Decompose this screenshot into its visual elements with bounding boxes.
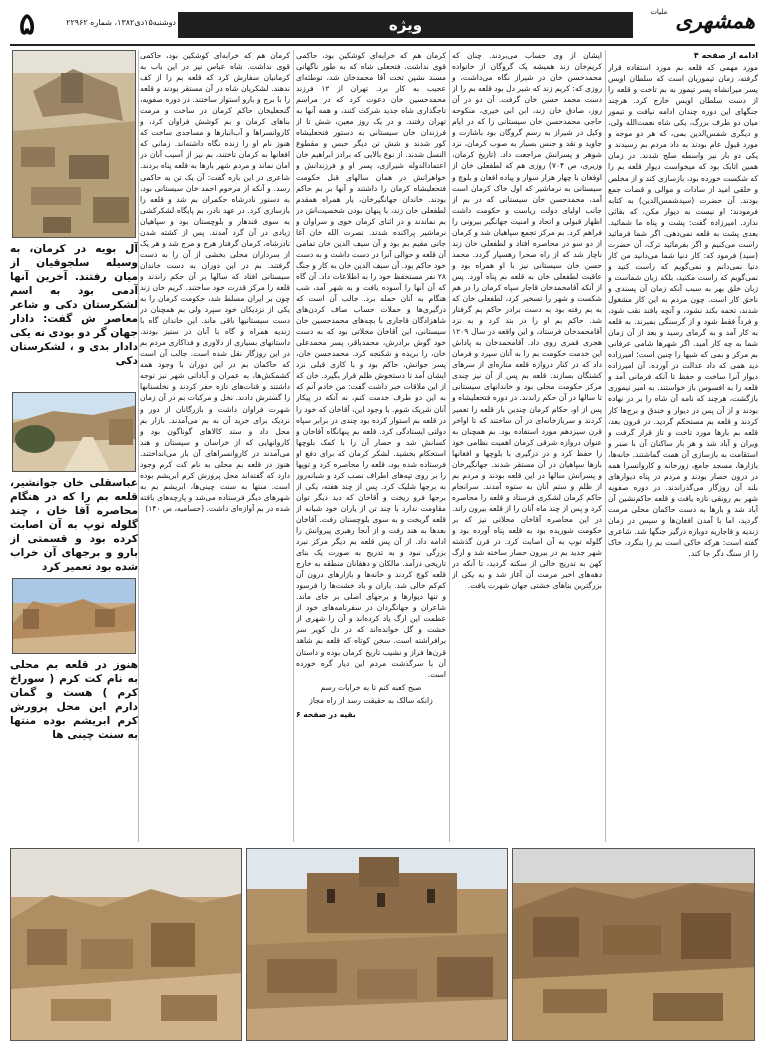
photo-caption-2: عباسقلی خان جوانشیر، قلعه بم را که در هنگام محاصره آقا خان ، چند گلوله توپ به آن اصابت کرده بود و قسمتی از بارو و برجهای آن خراب شده بود تعمیر کرد (10, 477, 138, 572)
column-text: مورد مهمی که قلعه بم مورد استفاده قرار گرفته، زمان تیموریان است که سلطان اویس پسر میرانشاه پسر تیمور به بم تاخت و قلعه را از دست سلطان اویس خارج کرد. هرچند جنگهای این دوره چندان ادامه نیافت و تیمور میان دو طرف بزرگ، یکی شاه نعمت‌الله ولی، و دیگری شمس‌الدین بمی، که هر دو موجه و مورد قبول عام بودند به داد مردم بم رسیدند و یکی دو بار نیز واسطه صلح شدند. در زمان همین اتابک بود که میخواست دیوار قلعه بم را که شکست خورده بود، بازسازی کند و از مخلص و خلقی امید از سادات و موالی و قضات جمع بودند. آن حضرت (سیدشمس‌الدین) به کتابه فرمودند: او نیست به دیوار مکن، که بقائی ندارد. امیرزاده گفت: پشت و پناه ما شمائید. بعدی پشت به قلعه نمی‌دهی. اگر شما فرمائید راست می‌کنیم و اگر بفرمائید ترک، آن حضرت (سید) فرمود که: کار دنیا شما می‌دانید من کار دنیا نمی‌دانم و نمی‌گویم که راست کنید و نمی‌گویم که راست مکنید، بلکه زبان شماست و زبان خلق بهر به سبب آنکه زمان آن پسندی و ناحق کار است. چون مردم به این کار مشغول شدند، تخمه بکند نشود، و آنچه بافند نقب شود، و فرداً فقط شود و از گرسنگی بمیرند. به قلعه به کار آمد و به گرمای رسید و بعد از آن زمان شما به چه کار آمید. اگر شهرها شامی عرفانی بم مرکز و بمی که شبها را چنین است؛ امیرزاده دید همی که داد عدالت در آورده. آن امیرزاده دیوار آنرا ساخت و حفظ تا آنکه فرمانی آمد و قلعه را به افسوس باز خواستند. به امیر تیموری بازگشت، هرچند که نامه آن شاه را بر در نهاده بودند و از آن پس در دیوار و خندق و برج‌ها کار کردند و قلعه بم مستحکم گردید. در قرون بعد، قلعه بم بارها مورد تاخت و تاز قرار گرفت و ویران و آباد شد و هر بار ساکنان آن با صبر و استقامت به بازسازی آن همت گماشتند. خانه‌ها، بازارها، مسجد جامع، زورخانه و کاروانسرا همه در درون حصار بودند و مردم در پناه دیوارهای بلند آن روزگار می‌گذراندند. در دوره صفویه شهر بم رونقی تازه یافت و قلعه حاکم‌نشین آن آباد شد و بارها به دست حاکمان محلی مرمت گردید، اما با آمدن افغان‌ها و سپس در زمان زندیه و قاجاریه دوباره درگیر جنگها شد. شاعری گفته است: هرکه خاکی است بم را بنگرد، خاک را از سنگ دگر جا کند. (608, 63, 758, 559)
page-number: ۵ (18, 7, 36, 42)
article-column-4 (140, 50, 290, 842)
citadel-photo-2 (12, 392, 136, 472)
continued-from: ادامه از صفحه ۴ (693, 51, 758, 60)
page-header (10, 8, 755, 44)
issue-info: دوشنبه۱۵دی۱۳۸۲، شماره ۲۲۹۶۲ (66, 18, 176, 27)
citadel-photo-3 (12, 578, 136, 654)
article-column-1 (608, 50, 758, 842)
masthead-sub: ملیات (650, 8, 668, 16)
masthead (635, 8, 755, 44)
masthead-name: همشهری (675, 8, 755, 33)
article-column-2 (452, 50, 602, 842)
column-text: ایشان از وی حساب می‌بردند. چنان که کریم‌خان زند همیشه یک گروگان از خانواده محمدحسن خان در شیراز نگاه می‌داشت، و روزی که: کریم زند که شیر دل بود قلعه بم را از دست محمد حسن خان گرفت. آن دو در آن روز، صادق خان زند، ابن ابی خیری، منکوحه حاجی محمدحسن خان سیستانی را که در ایام وکیل در شیراز به رسم گروگان بود باشارت و جاوید و نقد و جنس بسیار به صوب کرمان، نزد شوهر و پسرانش مراجعت داد. (تاریخ کرمان، وزیری، ص ۷۰۴) روزی هم که لطفعلی خان از اوفغان با چهار هزار سوار و پیاده افغان و بلوچ و سیستانی به نرماشیر که اول خاک کرمان است آمد، محمدحسن خان سیستانی که در بم از جانب اولیای دولت ریاست و حکومت داشت اظهار قبولی و اتحاد و امنیت جهانگیر بیرونی را فراهم کرد. بم مرکز تجمع سپاهیان شد و کرمان از دو سو در محاصره افتاد و لطفعلی خان زند ناچار شد که از راه صحرا رهسپار گردد. محمد حسن خان سیستانی نیز با او همراه بود و عاقبت لطفعلی خان به قلعه بم پناه آورد. پس از آنکه آقامحمدخان قاجار سپاه کرمان را در هم شکست و شهر را تسخیر کرد، لطفعلی خان که به بم رفته بود به دست برادر حاکم بم گرفتار شد. حاکم بم او را در بند کرد و به نزد آقامحمدخان فرستاد، و این واقعه در سال ۱۲۰۹ هجری قمری روی داد. آقامحمدخان به پاداش این خدمت حکومت بم را به آنان سپرد و فرمان داد که در کنار دروازه قلعه مناره‌ای از سرهای کشتگان بسازند. قلعه بم پس از آن نیز چندی مرکز حکومت محلی بود و خاندانهای سیستانی تا سالها در آن حکم راندند. در دوره فتحعلیشاه و پس از او، حکام کرمان چندین بار قلعه را تعمیر کردند و سربازخانه‌ای در آن ساختند که تا اواخر قرن سیزدهم مورد استفاده بود. بم همچنان به عنوان دروازه شرقی کرمان اهمیت نظامی خود را حفظ کرد و در درگیری با بلوچها و افغانها بارها سپاهیان در آن مستقر شدند. جهانگیرخان و پسرانش سالها در این قلعه بودند و مردم بم از ظلم و ستم آنان به ستوه آمدند. سرانجام حاکم کرمان لشکری فرستاد و قلعه را محاصره کرد و پس از چند ماه آنان را از قلعه بیرون راند. در این محاصره آقاخان محلاتی نیز که بر حکومت شوریده بود به قلعه پناه آورده بود و گلوله توپ به آن اصابت کرد. در قرن گذشته شهر جدید بم در بیرون حصار ساخته شد و ارگ کهن به تدریج خالی از سکنه گردید، تا آنکه در دهه‌های اخیر مرمت آن آغاز شد و به یکی از بزرگترین بناهای خشتی جهان شهرت یافت. (452, 51, 602, 591)
verse-line: زانکه سالک به حقیقت رسد از راه مجاز (309, 695, 433, 705)
bottom-photo-strip (10, 848, 755, 1041)
citadel-photo-1 (12, 50, 136, 238)
citadel-photo-center (246, 848, 508, 1041)
column-separator (605, 50, 606, 842)
ruins-photo-right (512, 848, 755, 1041)
verse-line: صبح کعبه کنم تا به خرابات رسم (320, 682, 422, 692)
rubric-bar (178, 12, 633, 38)
photo-caption-1: آل بویه در کرمان، به وسیله سلجوقیان از میان رفتند. آخرین آنها آدمی بود به اسم لشکرستان دکی و شاعر معاصر ش گفت: دادار جهان گر دو بودی نه یکی دادار بدی و ، لشکرستان دکی (10, 243, 138, 367)
column-text: کرمان هم که خرابه‌ای کوشکین بود، حاکمی قوی نداشت. شاه عباس نیز در این باب به کرمانیان سفارش کرد که قلعه بم را از کف ندهند. لشکریان شاه در آن مستقر بودند و قلعه را با برج و بارو استوار ساختند. در دوره صفویه، گنجعلیخان حاکم کرمان در ساخت و مرمت بناهای کرمان و بم کوشش فراوان کرد، و کاروانسراها و آب‌انبارها و مساجدی ساخت که هنوز نام او را زنده نگاه داشته‌اند. زمانی که افغانها به کرمان تاختند، بم نیز از آسیب آنان در امان نماند و مردم شهر بارها به قلعه پناه بردند. شاعری در این باره گفت: آن یک تن به حاکمی رسد. و آنکه از مرحوم احمد خان سیستانی بود، به دستور نادرشاه حکمران بم شد و قلعه را بازسازی کرد. در عهد نادر، بم پایگاه لشکرکشی به سوی قندهار و بلوچستان بود و سپاهیان زیادی در آن گرد آمدند. پس از کشته شدن نادرشاه، کرمان گرفتار هرج و مرج شد و هر یک از سرداران محلی بخشی از آن را به دست گرفتند. بم در این دوران به دست خاندان سیستانی افتاد که سالها بر آن حکم راندند و قلعه را مرکز قدرت خود ساختند. کریم خان زند چون بر ایران مسلط شد، حکومت کرمان را به یکی از نزدیکان خود سپرد ولی بم همچنان در دست سیستانیها باقی ماند. این خاندان گاه با زندیه همراه و گاه با آنان در ستیز بودند. داستانهای بسیاری از دلاوری و فداکاری مردم بم در این روزگار نقل شده است. جالب آن است که حاکمان بم در این دوران با وجود همه کشمکش‌ها، به عمران و آبادانی شهر نیز توجه داشتند و قنات‌های تازه حفر کردند و نخلستانها را گسترش دادند. نخل و مرکبات بم در آن زمان شهرت فراوان داشت و بازرگانان از دور و نزدیک برای خرید آن به بم می‌آمدند. بازار بم محل داد و ستد کالاهای گوناگون بود و کاروانهایی که از خراسان و سیستان و هند می‌آمدند در کاروانسراهای آن بار می‌انداختند. هنوز در قلعه بم محلی به نام کت کرم وجود دارد که گفته‌اند محل پرورش کرم ابریشم بوده است. منتها به سنت چینی‌ها، ابریشم بم به شهرهای دیگر فرستاده می‌شد و پارچه‌های بافته شده در بم آوازه‌ای داشت. (حسامیه، ص ۱۴۰) (140, 51, 290, 513)
column-text: کرمان هم که خرابه‌ای کوشکین بود، حاکمی قوی نداشت. فتحعلی شاه که به طور ناگهانی مسند نشین تخت آقا محمدخان شد، توطئه‌ای عجیب به کار برد. تهران از ۱۲ فرزند محمدحسین خان دعوت کرد که در مراسم تاجگذاری شاه جدید شرکت کنند، و همه آنها به تهران رفتند. و در یک روز معین، شش تا از فرزندان خان سیستانی به دستور فتحعلیشاه کور شدند و شش تن دیگر حبس و مقطوع النسل شدند. از نوع بالایی که برادر ابراهیم خان اعتمادالدوله شیرازی، پسر او و فرزندانش و خواهرانش در همان سالهای قبل حکومت فتحعلیشاه کرمان را داشتند و آنها بر بم حاکم بودند. خاندان جهانگیرخان، یار همراه همقدم لطفعلی خان زند، با پنهان بودن شخصیت‌اش در بم نماندند و در اثنای کرمان خوی و سراوان و نرماشیر پراکنده شدند. نصرت الله خان آغا جانی مقیم بم بود و آن سیف الدین خان تمامی آن قلعه و حوالی آنرا در دست داشت و به دست خود حاکم بود. آن سیف الدین خان به کار و جنگ ۲۸ نفر مستحفظ خود را به اطلاعات داد. آن گاه که آن آنها را آسوده یافت و به شهر آمد، شب هنگام به آنان حمله برد. جالب آن است که درگیری‌ها و حملات حساب صاف کردن‌های شاهزادگان قاجاری با بچه‌های محمدحسین خان سیستانی، این آقاخان محلاتی بود که به دست خود گوش برادرش، محمدباقر، پسر محمدعلی خان، را بریده و شکنجه کرد. محمدحسن خان، پسر جوانش، حاکم بود و با کاری قبلی نزد ایشان آمد تا دستخوش ظلم قرار بگیرد. خان که از این ملاقات خبر داشت گفت: من خادم آنم که به این دو طرف خدمت کنم، نه آنکه در پیکار آنان شریک شوم. با وجود این، آقاخان که خود را در قلعه بم استوار کرده بود چندی در برابر سپاه دولتی ایستادگی کرد. قلعه بم پنهانگاه آقاخان و کسانش شد و حصار آن را با کمک بلوچها استحکام بخشید. لشکر کرمان که برای دفع او فرستاده شده بود، قلعه را محاصره کرد و توپها را بر روی تپه‌های اطراف نصب کرد و شبانه‌روز به برجها شلیک کرد. پس از چند هفته، یکی از برجها فرو ریخت و آقاخان که دید دیگر توان مقاومت ندارد با چند تن از یاران خود شبانه از قلعه گریخت و به سوی بلوچستان رفت. آقاخان بعدها به هند رفت و از آنجا رهبری پیروانش را ادامه داد. از آن پس قلعه بم دیگر مرکز نبرد بزرگی نبود و به تدریج به صورت یک بنای تاریخی درآمد. مالکان و دهقانان منطقه به خارج قلعه کوچ کردند و خانه‌ها و بازارهای درون آن کم‌کم خالی شد. باران و باد خشت‌ها را فرسود و تنها دیوارها و برجهای اصلی بر جای ماند. شاعران و جهانگردان در سفرنامه‌های خود از عظمت این ارگ یاد کرده‌اند و آن را شهری از خشت و گل خوانده‌اند که در دل کویر سر برافراشته است. سخن کوتاه که قلعه بم شاهد قرن‌ها فراز و نشیب تاریخ کرمان بوده و داستان آن با سرگذشت مردم این دیار گره خورده است. (296, 51, 446, 679)
header-rule (10, 44, 755, 46)
photo-caption-3: هنوز در قلعه بم محلی به نام کت کرم ( سوراخ کرم ) هست و گمان دارم این محل پرورش کرم ابریشم بوده منتها به سنت چینی ها (10, 659, 138, 741)
column-separator (138, 50, 139, 842)
column-separator (293, 50, 294, 842)
continued-on: بقیه در صفحه ۶ (296, 709, 356, 719)
rubric-label: ویژه (388, 16, 423, 34)
ruins-photo-left (10, 848, 242, 1041)
column-separator (449, 50, 450, 842)
article-column-3 (296, 50, 446, 842)
